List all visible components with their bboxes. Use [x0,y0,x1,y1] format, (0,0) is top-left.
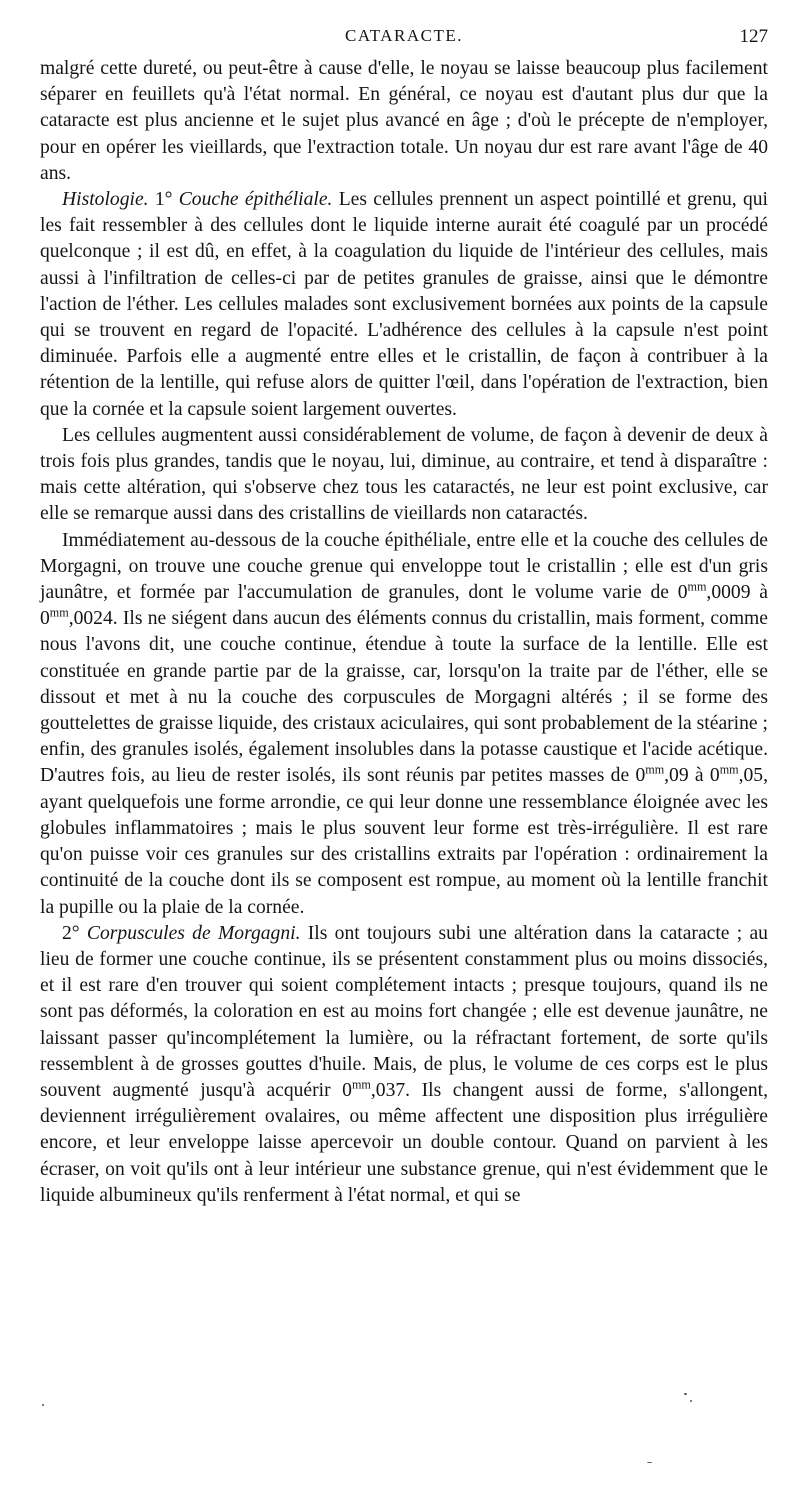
subsection-title-corpuscules-de-morgagni: Corpuscules de Morgagni. [86,922,301,944]
paragraph-4-text: ,0009 à 0 [40,582,768,630]
subsection-title-couche-epitheliale: Couche épithéliale. [178,189,333,211]
paragraph-4-text: ,09 à 0 [664,765,720,787]
subsection-number-1: 1° [154,189,173,211]
paragraph-4-text: ,0024. Ils ne siégent dans aucun des éléments connus du cristallin, mais forment, comme nous l'avons dit, une couche continue, étendue à toute la surface de la lentille. Elle est constituée en grande partie par de la graisse, car, lorsqu'on la traite par de l'éther, elle se dissout et met à nu la couche des corpuscules de Morgagni altérés ; il se forme des gouttelettes de graisse liquide, des cristaux aciculaires, qui sont probablement de la stéarine ; enfin, des granules isolés, également insolubles dans la potasse caustique et l'acide acétique. D'autres fois, au lieu de rester isolés, ils sont réunis par petites masses de 0 [40,608,768,787]
running-head [40,26,768,56]
unit-superscript: mm [351,1077,371,1092]
print-speck [647,1462,652,1463]
paragraph-1 [40,56,768,187]
unit-superscript: mm [49,605,69,620]
paragraph-2 [40,187,768,423]
running-title: CATARACTE. [344,26,463,45]
paragraph-4-text: Immédiatement au-dessous de la couche épithéliale, entre elle et la couche des cellules de Morgagni, on trouve une couche grenue qui enveloppe tout le cristallin ; elle est d'un gris jaunâtre, et formée par l'accumulation de granules, dont le volume varie de 0 [40,529,768,604]
paragraph-4-text: ,05, ayant quelquefois une forme arrondie, ce qui leur donne une ressemblance éloignée avec les globules inflammatoires ; mais le plus souvent leur forme est très-irrégulière. Il est rare qu'on puisse voir ces granules sur des cristallins extraits par l'opération : ordinairement la continuité de la couche dont ils se composent est rompue, au moment où la lentille franchit la pupille ou la plaie de la cornée. [40,765,768,918]
paragraph-5-text: Ils ont toujours subi une altération dans la cataracte ; au lieu de former une couche continue, ils se présentent constamment plus ou moins dissociés, et il est rare d'en trouver qui soient complétement intacts ; presque toujours, quand ils ne sont pas déformés, la coloration en est au moins fort changée ; elle est devenue jaunâtre, ne laissant passer qu'incomplétement la lumière, ou la réfractant fortement, de sorte qu'ils ressemblent à de grosses gouttes d'huile. Mais, de plus, le volume de ces corps est le plus souvent augmenté jusqu'à acquérir 0 [40,922,768,1101]
paragraph-4 [40,528,768,921]
book-page [40,26,768,1209]
paragraph-5 [40,921,768,1209]
paragraph-5-text: ,037. Ils changent aussi de forme, s'allongent, deviennent irrégulièrement ovalaires, ou même affectent une disposition plus irrégulière encore, et leur enveloppe laisse apercevoir un double contour. Quand on parvient à les écraser, on voit qu'ils ont à leur intérieur une substance grenue, qui n'est évidemment que le liquide albumineux qu'ils renferment à l'état normal, et qui se [40,1079,768,1206]
print-speck [684,1393,687,1395]
print-speck [690,1400,692,1402]
print-speck [42,1404,44,1406]
paragraph-3-text: Les cellules augmentent aussi considérablement de volume, de façon à devenir de deux à trois fois plus grandes, tandis que le noyau, lui, diminue, au contraire, et tend à disparaître : mais cette altération, qui s'observe chez tous les cataractés, ne leur est point exclusive, car elle se remarque aussi dans des cristallins de vieillards non cataractés. [40,424,768,525]
paragraph-3 [40,423,768,528]
unit-superscript: mm [719,762,739,777]
body-text [40,56,768,1209]
unit-superscript: mm [687,579,707,594]
subsection-number-2: 2° [62,922,80,944]
unit-superscript: mm [645,762,665,777]
paragraph-2-text: Les cellules prennent un aspect pointillé et grenu, qui les fait ressembler à des cellules dont le liquide interne aurait été coagulé par un procédé quelconque ; il est dû, en effet, à la coagulation du liquide de l'intérieur des cellules, mais aussi à l'infiltration de celles-ci par de petites granules de graisse, ainsi que le démontre l'action de l'éther. Les cellules malades sont exclusivement bornées aux points de la capsule qui se trouvent en regard de l'opacité. L'adhérence des cellules à la capsule n'est point diminuée. Parfois elle a augmenté entre elles et le cristallin, de façon à contribuer à la rétention de la lentille, qui refuse alors de quitter l'œil, dans l'opération de l'extraction, bien que la cornée et la capsule soient largement ouvertes. [40,189,768,420]
section-heading-histologie: Histologie. [62,189,149,211]
paragraph-1-text: malgré cette dureté, ou peut-être à cause d'elle, le noyau se laisse beaucoup plus facilement séparer en feuillets qu'à l'état normal. En général, ce noyau est d'autant plus dur que la cataracte est plus ancienne et le sujet plus avancé en âge ; d'où le précepte de n'employer, pour en opérer les vieillards, que l'extraction totale. Un noyau dur est rare avant l'âge de 40 ans. [40,58,768,184]
page-number: 127 [739,26,768,47]
